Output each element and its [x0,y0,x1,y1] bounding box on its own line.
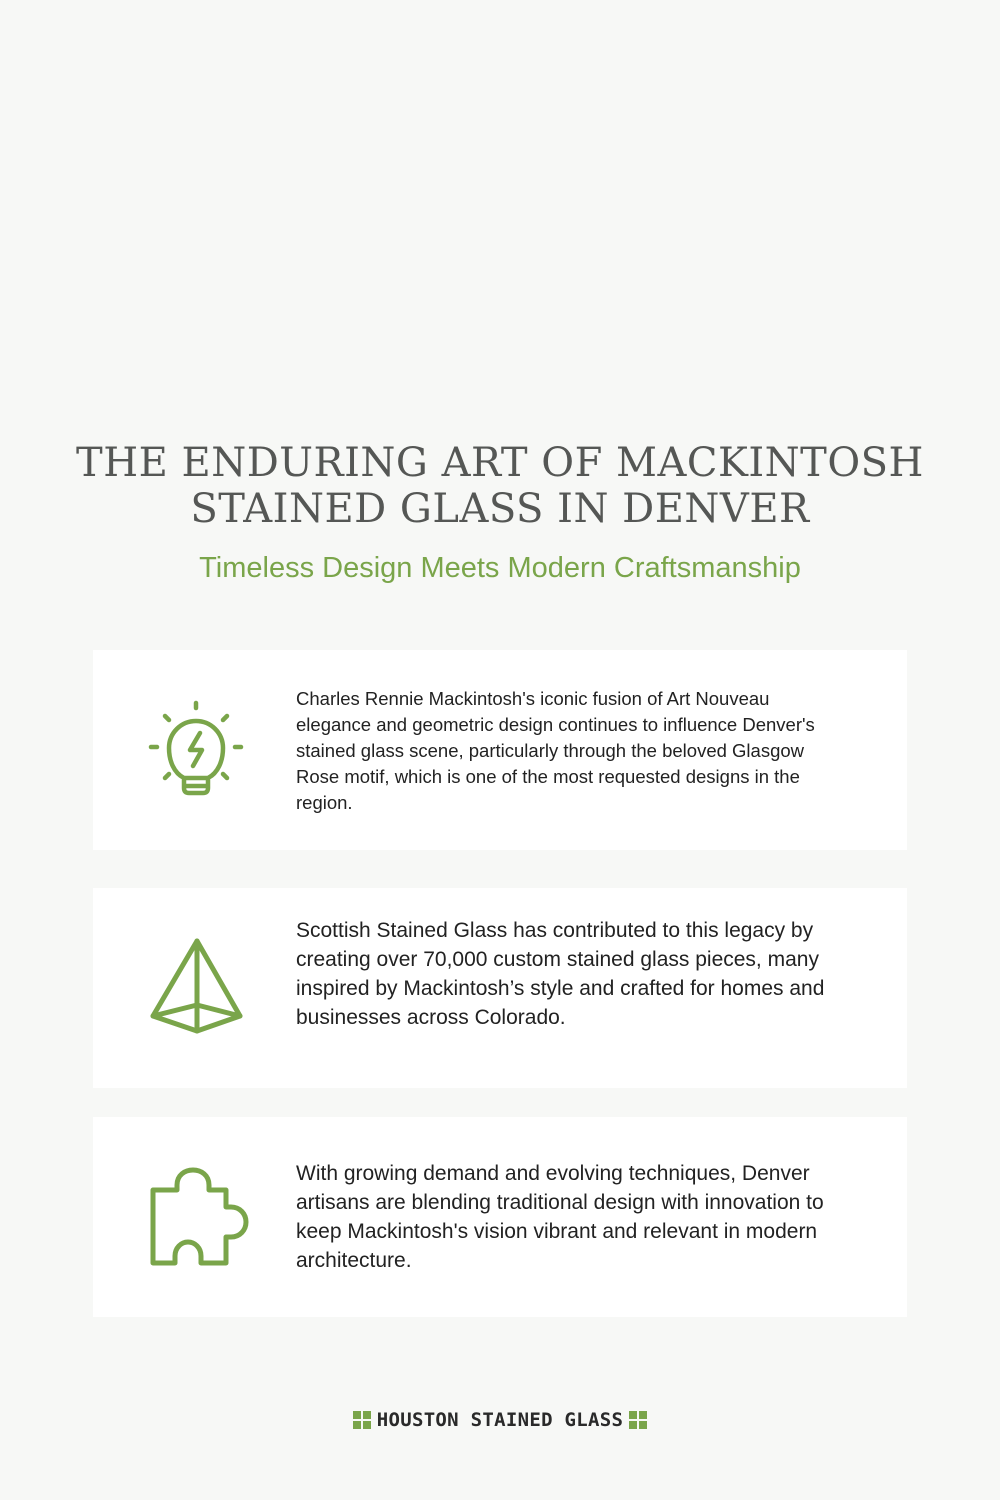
info-card-denver-artisans [93,1117,907,1317]
page-subtitle: Timeless Design Meets Modern Craftsmanship [199,552,801,584]
logo-squares-left-icon [353,1411,371,1429]
pyramid-icon [143,938,249,1038]
puzzle-piece-icon [143,1167,249,1267]
lightbulb-icon [143,700,249,800]
logo-text: HOUSTON STAINED GLASS [376,1409,624,1431]
logo-squares-right-icon [629,1411,647,1429]
info-card-mackintosh-influence [93,650,907,850]
brand-logo [0,1405,1000,1435]
card-text: With growing demand and evolving techniques, Denver artisans are blending traditional design with innovation to keep Mackintosh's vision vibrant and relevant in modern architecture. [296,1162,824,1272]
card-text: Scottish Stained Glass has contributed to this legacy by creating over 70,000 custom stained glass pieces, many inspired by Mackintosh’s style and crafted for homes and businesses across Colorado. [296,919,825,1029]
page-title-line-2: STAINED GLASS IN DENVER [190,486,810,532]
page-title [60,440,940,532]
card-text: Charles Rennie Mackintosh's iconic fusion of Art Nouveau elegance and geometric design continues to influence Denver's stained glass scene, particularly through the beloved Glasgow Rose motif, which is one of the most requested designs in the region. [296,688,815,813]
page-title-line-1: THE ENDURING ART OF MACKINTOSH [76,440,924,486]
info-card-scottish-stained-glass [93,888,907,1088]
